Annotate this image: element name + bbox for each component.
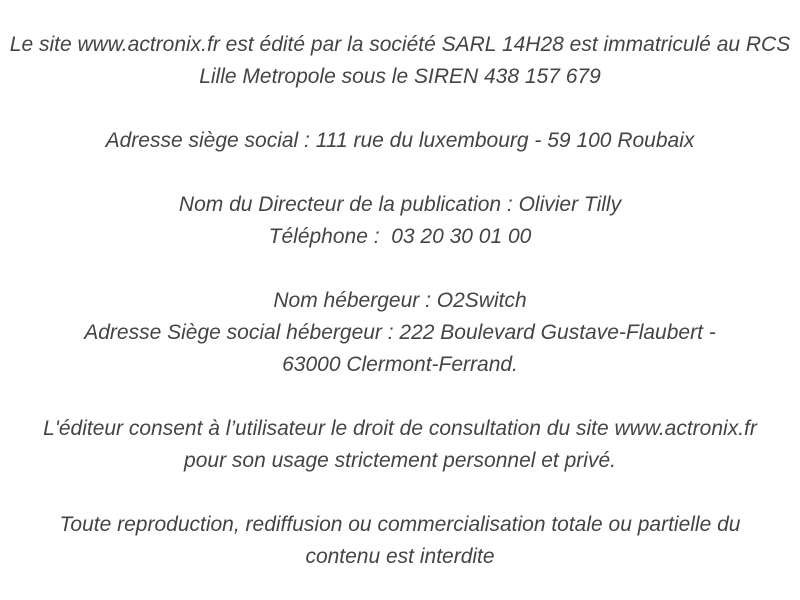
consent-paragraph [0, 413, 800, 477]
director-paragraph [0, 189, 800, 253]
reproduction-paragraph [0, 509, 800, 573]
host-name-line: Nom hébergeur : O2Switch [273, 289, 527, 312]
consent-line: L'éditeur consent à l’utilisateur le droit de consultation du site www.actronix.fr [43, 417, 757, 440]
publisher-paragraph [0, 29, 800, 93]
head-office-line: Adresse siège social : 111 rue du luxembourg - 59 100 Roubaix [105, 129, 695, 152]
publisher-line: Lille Metropole sous le SIREN 438 157 679 [199, 65, 601, 88]
head-office-paragraph [0, 125, 800, 157]
host-address-line: Adresse Siège social hébergeur : 222 Boulevard Gustave-Flaubert - [84, 321, 716, 344]
director-phone-line: Téléphone : 03 20 30 01 00 [268, 225, 532, 248]
director-name-line: Nom du Directeur de la publication : Olivier Tilly [178, 193, 622, 216]
host-address-line: 63000 Clermont-Ferrand. [282, 353, 518, 376]
reproduction-line: contenu est interdite [305, 545, 495, 568]
host-paragraph [0, 285, 800, 381]
reproduction-line: Toute reproduction, rediffusion ou commercialisation totale ou partielle du [59, 513, 741, 536]
consent-line: pour son usage strictement personnel et privé. [184, 449, 616, 472]
publisher-line: Le site www.actronix.fr est édité par la société SARL 14H28 est immatriculé au RCS [9, 33, 791, 56]
